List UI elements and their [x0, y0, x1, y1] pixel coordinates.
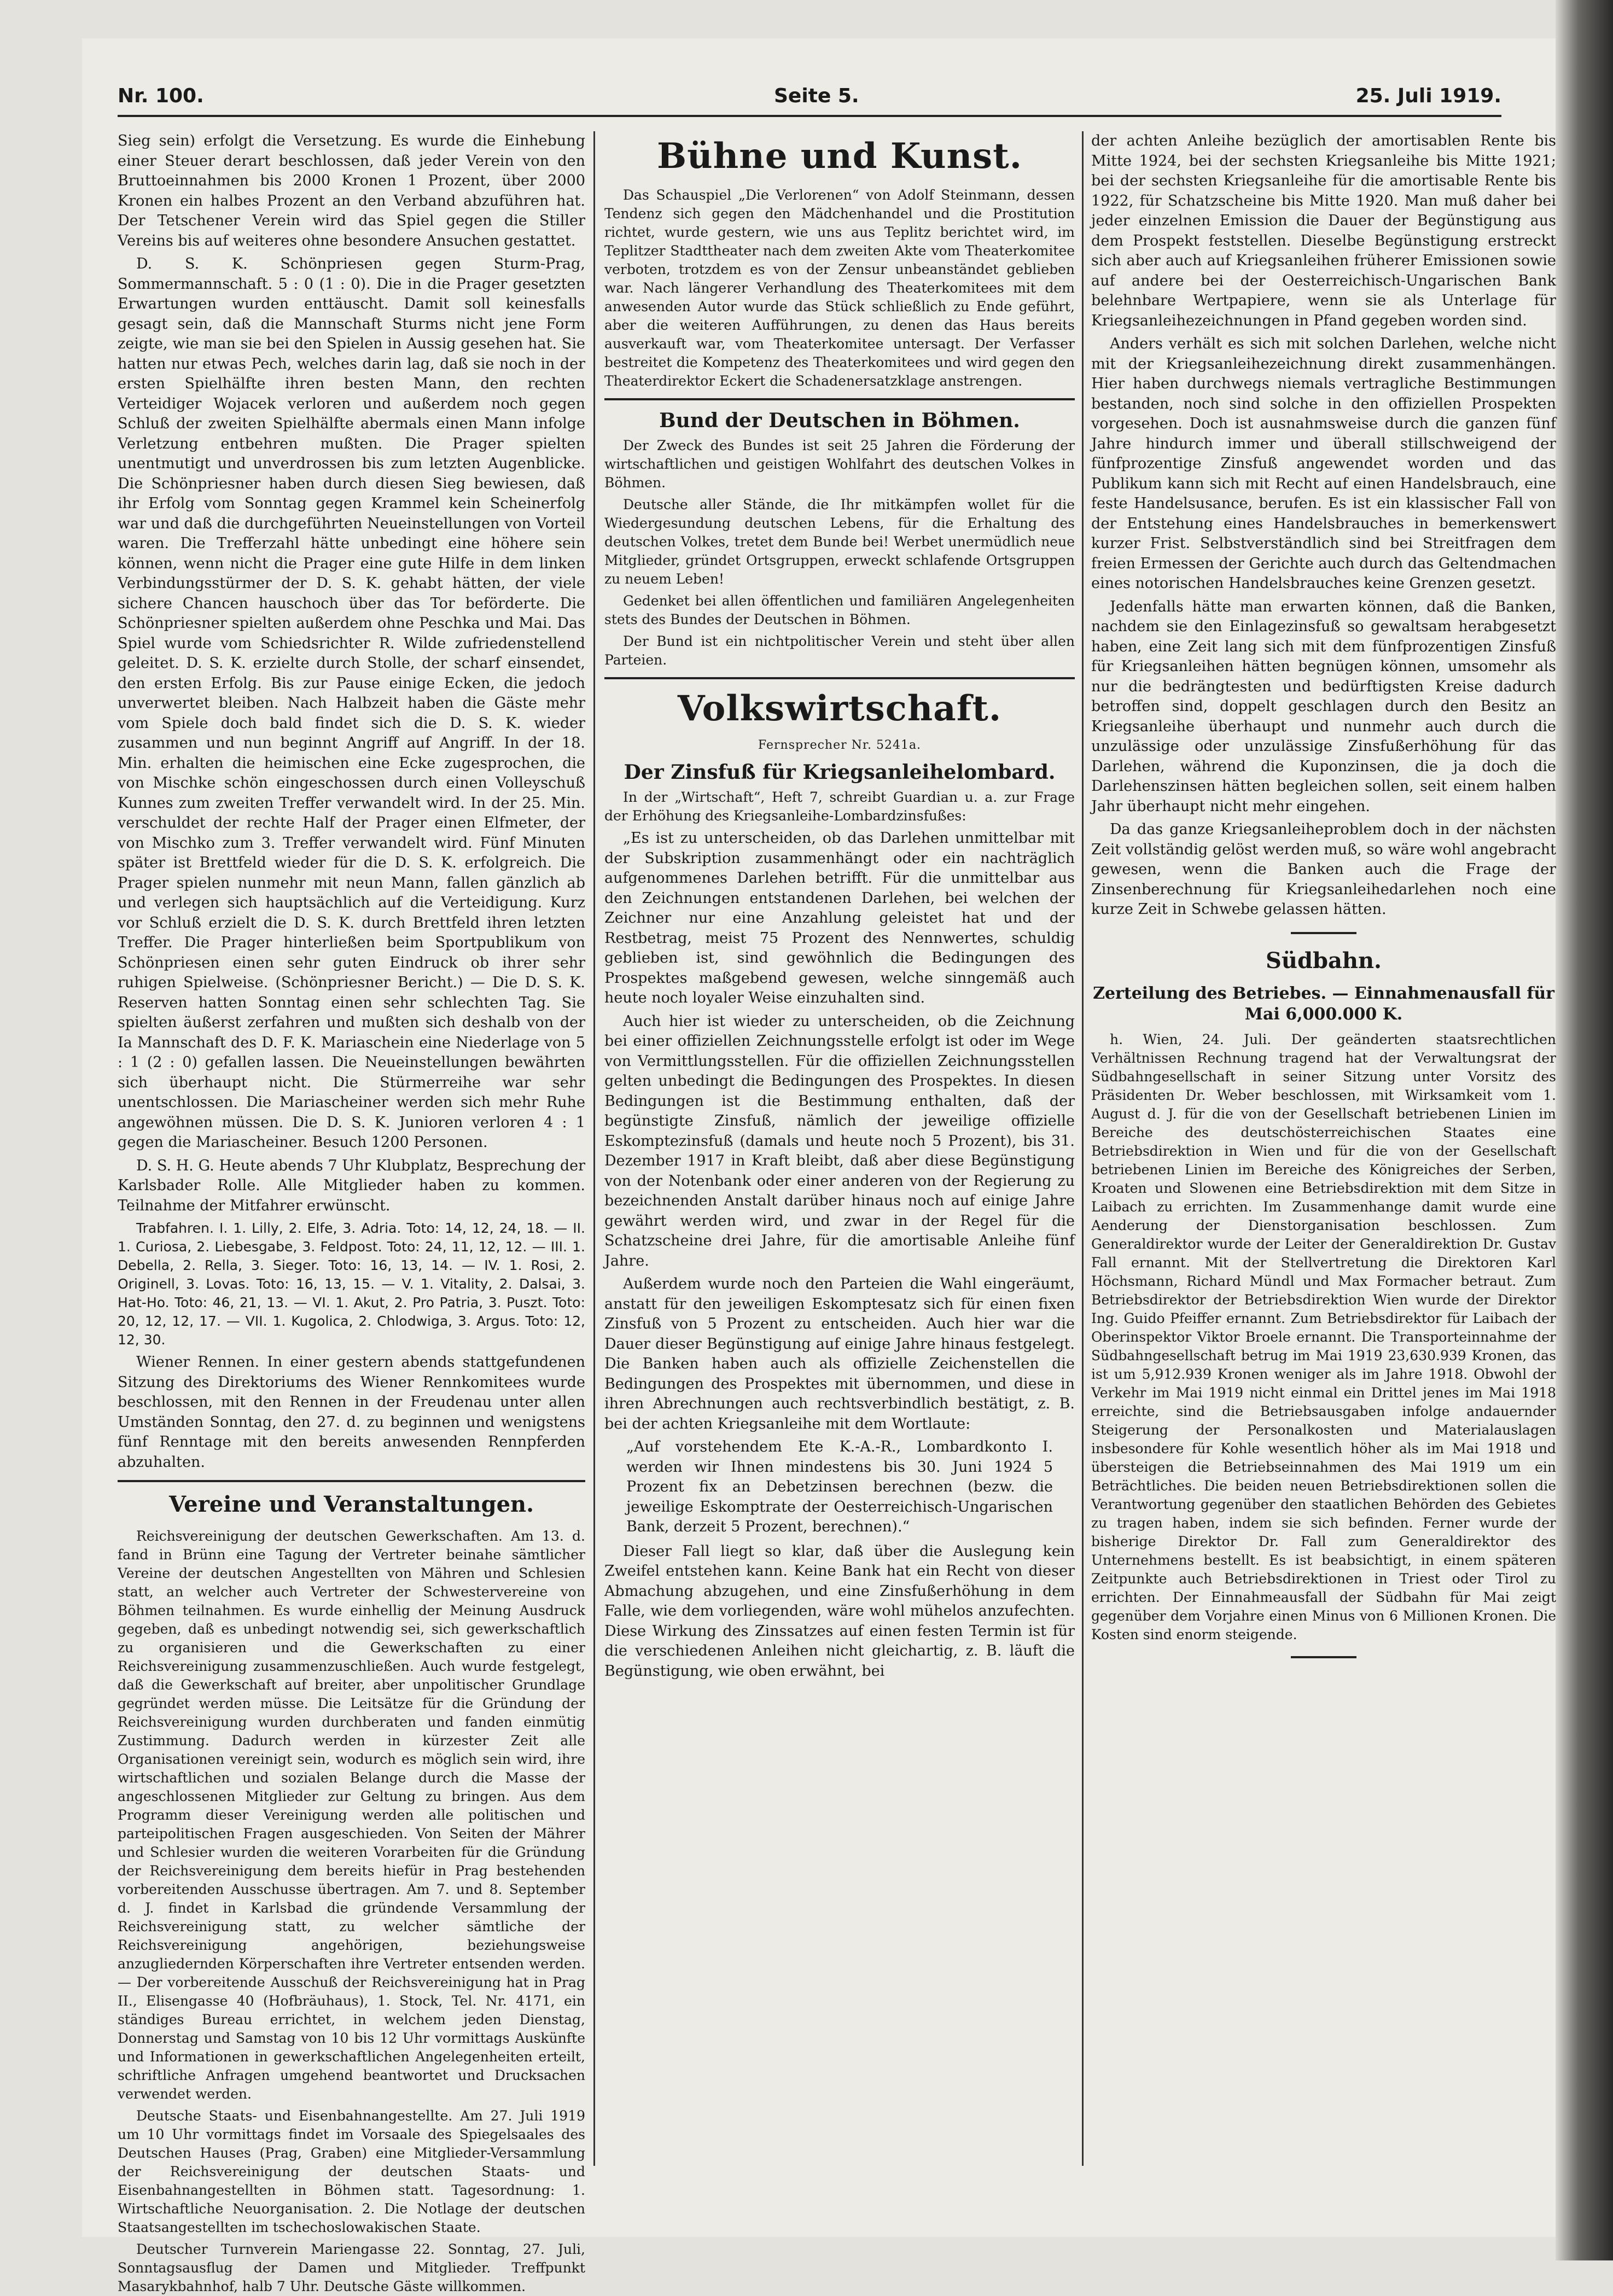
article-text: „Es ist zu unterscheiden, ob das Darlehen unmittelbar mit der Subskription zusammenhängt oder ein nachträglich aufgenommenes Darlehen betrifft. Für die unmittelbar aus den Zeichnungen entstandenen Darlehen, bei welchen der Zeichner nur eine Anzahlung geleistet hat und der Restbetrag, meist 75 Prozent des Nennwertes, schuldig geblieben ist, sind gewöhnlich die Bedingungen des Prospektes maßgebend gewesen, welche sinngemäß auch heute noch loyaler Weise einzuhalten sind.: [604, 830, 1075, 1006]
column-rule: [593, 131, 595, 2166]
article-text: Außerdem wurde noch den Parteien die Wahl eingeräumt, anstatt für den jeweiligen Eskomptesatz sich für einen fixen Zinsfuß von 5 Prozent zu entscheiden. Auch hier war die Dauer dieser Begünstigung auf einige Jahre hinaus festgelegt. Die Banken haben auch als offizielle Zeichenstellen die Bedingungen des Prospektes mit übernommen, und diese in ihren Abrechnungen auch rechtsverbindlich bestätigt, z. B. bei der achten Kriegsanleihe mit dem Wortlaute:: [604, 1275, 1075, 1432]
article-text: Da das ganze Kriegsanleiheproblem doch in der nächsten Zeit vollständig gelöst werden muß, so wäre wohl angebracht gewesen, wenn die Banken auch die Frage der Zinsenberechnung für Kriegsanleihedarlehen noch eine kurze Zeit in Schwebe gelassen hätten.: [1091, 821, 1556, 918]
divider: [604, 398, 1075, 400]
section-heading: Bund der Deutschen in Böhmen.: [659, 409, 1020, 432]
article-text: Anders verhält es sich mit solchen Darlehen, welche nicht mit der Kriegsanleihezeichnung direkt zusammenhängen. Hier haben durchwegs niemals vertragliche Bestimmungen bestanden, noch sind solche in den offiziellen Prospekten vorgesehen. Doch ist ausnahmsweise durch die ganzen fünf Jahre hindurch immer und überall stillschweigend der fünfprozentige Zinsfuß angewendet worden und das Publikum kann sich mit Recht auf einen Handelsbrauch, eine feste Handelsusance, berufen. Es ist ein klassischer Fall von der Entstehung eines Handelsbrauches in bemerkenswert kurzer Frist. Selbstverständlich sind bei Streitfragen dem freien Ermessen der Gerichte auch durch das Geltendmachen eines notorischen Handelsbrauches keine Grenzen gesetzt.: [1091, 335, 1556, 592]
article-text: Das Schauspiel „Die Verlorenen“ von Adolf Steinmann, dessen Tendenz sich gegen den Mädchenhandel und die Prostitution richtet, wurde gestern, wie uns aus Teplitz berichtet wird, im Teplitzer Stadttheater nach dem zweiten Akte vom Theaterkomitee verboten, trotzdem es von der Zensur unbeanständet geblieben war. Nach längerer Verhandlung des Theaterkomitees mit dem anwesenden Autor wurde das Stück schließlich zu Ende geführt, aber die weiteren Aufführungen, zu denen das Haus bereits ausverkauft war, vom Theaterkomitee untersagt. Der Verfasser bestreitet die Kompetenz des Theaterkomitees und wird gegen den Theaterdirektor Eckert die Schadenersatzklage anstrengen.: [604, 187, 1075, 389]
article-intro: In der „Wirtschaft“, Heft 7, schreibt Guardian u. a. zur Frage der Erhöhung des Kriegsanleihe-Lombardzinsfußes:: [604, 789, 1075, 824]
issue-number: Nr. 100.: [118, 85, 204, 107]
page-number: Seite 5.: [774, 85, 859, 107]
article-text: Deutsche Staats- und Eisenbahnangestellte. Am 27. Juli 1919 um 10 Uhr vormittags findet im Vorsaale des Spiegelsaales des Deutschen Hauses (Prag, Graben) eine Mitglieder-Versammlung der Reichsvereinigung der deutschen Staats- und Eisenbahnangestellten in Böhmen statt. Tagesordnung: 1. Wirtschaftliche Neuorganisation. 2. Die Notlage der deutschen Staatsangestellten im tschechoslowakischen Staate.: [118, 2108, 585, 2235]
column-2: [604, 131, 1075, 2166]
column-1: [118, 131, 585, 2294]
article-text: Reichsvereinigung der deutschen Gewerkschaften. Am 13. d. fand in Brünn eine Tagung der Vertreter beinahe sämtlicher Vereine der deutschen Angestellten von Mähren und Schlesien statt, an welcher auch Vertreter der Schwestervereine von Böhmen teilnahmen. Es wurde einhellig der Meinung Ausdruck gegeben, daß es unbedingt notwendig sei, sich gewerkschaftlich zu organisieren und die Gewerkschaften zu einer Reichsvereinigung zusammenzuschließen. Auch wurde festgelegt, daß die Gewerkschaft auf breiter, aber unpolitischer Grundlage gegründet werden müsse. Die Leitsätze für die Gründung der Reichsvereinigung wurden durchberaten und fanden einmütig Zustimmung. Dadurch werden in kürzester Zeit alle Organisationen vereinigt sein, wodurch es möglich sein wird, ihre wirtschaftlichen und sozialen Belange durch die Masse der angeschlossenen Mitglieder zur Geltung zu bringen. Aus dem Programm dieser Vereinigung werden alle politischen und parteipolitischen Fragen ausgeschieden. Von Seiten der Mährer und Schlesier wurden die weiteren Vorarbeiten für die Gründung der Reichsvereinigung dem bereits hiefür in Prag bestehenden vorbereitenden Ausschusse übertragen. Am 7. und 8. September d. J. findet in Karlsbad die gründende Versammlung der Reichsvereinigung statt, zu welcher sämtliche der Reichsvereinigung angehörigen, beziehungsweise anzugliedernden Körperschaften ihre Vertreter entsenden werden. — Der vorbereitende Ausschuß der Reichsvereinigung hat in Prag II., Elisengasse 40 (Hofbräuhaus), 1. Stock, Tel. Nr. 4171, ein ständiges Bureau errichtet, in welchem jeden Dienstag, Donnerstag und Samstag von 10 bis 12 Uhr vormittags Auskünfte und Informationen in gewerkschaftlichen Angelegenheiten erteilt, schriftliche Anfragen umgehend beantwortet und Drucksachen verwendet werden.: [118, 1528, 585, 2102]
article-text: Sieg sein) erfolgt die Versetzung. Es wurde die Einhebung einer Steuer derart beschlossen, daß jeder Verein von den Bruttoeinnahmen bis 2000 Kronen 1 Prozent, über 2000 Kronen ein halbes Prozent an den Verband abzuführen hat. Der Tetschener Verein wird das Spiel gegen die Stiller Vereins bis auf weiteres ohne besondere Ansuchen gestattet.: [118, 132, 585, 249]
phone-number: Fernsprecher Nr. 5241a.: [758, 738, 922, 752]
article-text: Der Bund ist ein nichtpolitischer Verein und steht über allen Parteien.: [604, 633, 1075, 668]
section-heading: Südbahn.: [1266, 947, 1382, 974]
race-results: Trabfahren. I. 1. Lilly, 2. Elfe, 3. Adria. Toto: 14, 12, 24, 18. — II. 1. Curiosa, 2. Liebesgabe, 3. Feldpost. Toto: 24, 11, 12, 12. — III. 1. Debella, 2. Rella, 3. Sieger. Toto: 16, 13, 14. — IV. 1. Rosi, 2. Originell, 3. Lovas. Toto: 16, 13, 15. — V. 1. Vitality, 2. Dalsai, 3. Hat-Ho. Toto: 46, 21, 13. — VI. 1. Akut, 2. Pro Patria, 3. Puszt. Toto: 20, 12, 12, 17. — VII. 1. Kugolica, 2. Chlodwiga, 3. Argus. Toto: 12, 12, 30.: [118, 1220, 585, 1348]
quoted-text: „Auf vorstehendem Ete K.-A.-R., Lombardkonto I. werden wir Ihnen mindestens bis 30. Juni 1924 5 Prozent fix an Debetzinsen berechnen (bezw. die jeweilige Eskomptrate der Oesterreichisch-Ungarischen Bank, derzeit 5 Prozent, berechnen).“: [626, 1438, 1053, 1535]
article-title: Der Zinsfuß für Kriegsanleihelombard.: [624, 761, 1056, 784]
column-3: [1091, 131, 1556, 2166]
divider: [604, 677, 1075, 679]
article-text: Deutscher Turnverein Mariengasse 22. Sonntag, 27. Juli, Sonntagsausflug der Damen und Mitglieder. Treffpunkt Masarykbahnhof, halb 7 Uhr. Deutsche Gäste willkommen.: [118, 2241, 585, 2294]
section-heading: Bühne und Kunst.: [657, 136, 1022, 177]
article-title: Zerteilung des Betriebes. — Einnahmenausfall für Mai 6,000.000 K.: [1093, 983, 1554, 1024]
page-header: [118, 82, 1501, 117]
article-text: D. S. H. G. Heute abends 7 Uhr Klubplatz, Besprechung der Karlsbader Rolle. Alle Mitglieder haben zu kommen. Teilnahme der Mitfahrer erwünscht.: [118, 1157, 585, 1214]
divider: [1291, 932, 1356, 934]
article-text: Dieser Fall liegt so klar, daß über die Auslegung kein Zweifel entstehen kann. Keine Bank hat ein Recht von dieser Abmachung abzugehen, und eine Zinsfußerhöhung in dem Falle, wie dem vorliegenden, wäre wohl mühelos anzufechten. Diese Wirkung des Zinssatzes auf einen festen Termin ist für die verschiedenen Anleihen nicht gleichartig, z. B. läuft die Begünstigung, wie oben erwähnt, bei: [604, 1542, 1075, 1680]
article-text: Auch hier ist wieder zu unterscheiden, ob die Zeichnung bei einer offiziellen Zeichnungsstelle erfolgt ist oder im Wege von Vermittlungsstellen. Für die offiziellen Zeichnungsstellen gelten unbedingt die Bedingungen des Prospektes. In diesen Bedingungen ist die Bestimmung enthalten, daß der begünstigte Zinsfuß, nämlich der jeweilige offizielle Eskomptezinsfuß (damals und heute noch 5 Prozent), bis 31. Dezember 1917 in Kraft bleibt, daß aber diese Begünstigung von der Notenbank oder einer anderen von der Regierung zu bezeichnenden Anstalt darüber hinaus noch auf einige Jahre gewährt werden wird, und zwar in der Regel für die Schatzscheine drei Jahre, für die amortisable Anleihe fünf Jahre.: [604, 1012, 1075, 1269]
article-text: h. Wien, 24. Juli. Der geänderten staatsrechtlichen Verhältnissen Rechnung tragend hat der Verwaltungsrat der Südbahngesellschaft in seiner Sitzung unter Vorsitz des Präsidenten Dr. Weber beschlossen, mit Wirksamkeit vom 1. August d. J. für die von der Gesellschaft betriebenen Linien im Bereiche des deutschösterreichischen Staates eine Betriebsdirektion in Wien und für die von der Gesellschaft betriebenen Linien im Bereiche des Königreiches der Serben, Kroaten und Slowenen eine Betriebsdirektion mit dem Sitze in Laibach zu errichten. Im Zusammenhange damit wurde eine Aenderung der Dienstorganisation beschlossen. Zum Generaldirektor wurde der Leiter der Generaldirektion Dr. Gustav Fall ernannt. Mit der Stellvertretung die Direktoren Karl Höchsmann, Richard Mündl und Max Formacher betraut. Zum Betriebsdirektor der Betriebsdirektion Wien wurde der Direktor Ing. Guido Pfeiffer ernannt. Zum Betriebsdirektor für Laibach der Oberinspektor Viktor Broele ernannt. Die Transporteinnahme der Südbahngesellschaft betrug im Mai 1919 23,630.939 Kronen, das ist um 5,912.939 Kronen weniger als im Jahre 1918. Obwohl der Verkehr im Mai 1919 nicht einmal ein Drittel jenes im Mai 1918 erreichte, sind die Betriebsausgaben infolge andauernder Steigerung der Personalkosten und Materialauslagen insbesondere für Kohle wesentlich höher als im Mai 1918 und übersteigen die Betriebseinnahmen des Mai 1919 um ein Beträchtliches. Die beiden neuen Betriebsdirektionen sollen die Verantwortung gegenüber den staatlichen Behörden des Gebietes zu tragen haben, indem sie sich befinden. Ferner wurde der bisherige Direktor Dr. Fall zum Generaldirektor des Unternehmens bestellt. Es ist beabsichtigt, in einem späteren Zeitpunkte auch Betriebsdirektionen in Triest oder Tirol zu errichten. Der Einnahmeausfall der Südbahn für Mai zeigt gegenüber dem Vorjahre einen Minus von 6 Millionen Kronen. Die Kosten sind enorm steigende.: [1091, 1031, 1556, 1642]
column-rule: [1082, 131, 1084, 2166]
divider: [118, 1480, 585, 1482]
binding-edge: [1556, 0, 1613, 2260]
issue-date: 25. Juli 1919.: [1355, 85, 1501, 107]
article-text: Jedenfalls hätte man erwarten können, daß die Banken, nachdem sie den Einlagezinsfuß so gewaltsam herabgesetzt haben, eine Zeit lang sich mit dem fünfprozentigen Zinsfuß für Kriegsanleihen hätten begnügen können, umsomehr als nur die bedrängtesten und bedürftigsten Kreise dadurch betroffen sind, doppelt geschlagen durch den Besitz an Kriegsanleihe überhaupt und nunmehr auch durch die unzulässige oder unzulässige Zinsfußerhöhung für das Darlehen, während die Kuponzinsen, die ja doch die Darlehenszinsen hätten begleichen sollen, seit einem halben Jahr überhaupt nicht mehr eingehen.: [1091, 598, 1556, 815]
article-text: der achten Anleihe bezüglich der amortisablen Rente bis Mitte 1924, bei der sechsten Kriegsanleihe bis Mitte 1921; bei der sechsten Kriegsanleihe für die amortisable Rente bis 1922, für Schatzscheine bis Mitte 1920. Man muß daher bei jeder einzelnen Emission die Dauer der Begünstigung aus dem Prospekt feststellen. Dieselbe Begünstigung erstreckt sich aber auch auf Kriegsanleihen früherer Emissionen sowie auf andere bei der Oesterreichisch-Ungarischen Bank belehnbare Wertpapiere, wenn sie als Unterlage für Kriegsanleihezeichnungen in Pfand gegeben worden sind.: [1091, 132, 1556, 329]
article-text: Gedenket bei allen öffentlichen und familiären Angelegenheiten stets des Bundes der Deutschen in Böhmen.: [604, 593, 1075, 627]
divider: [1291, 1656, 1356, 1658]
section-heading: Vereine und Veranstaltungen.: [168, 1491, 534, 1517]
article-text: Deutsche aller Stände, die Ihr mitkämpfen wollet für die Wiedergesundung deutschen Lebens, für die Erhaltung des deutschen Volkes, tretet dem Bunde bei! Werbet unermüdlich neue Mitglieder, gründet Ortsgruppen, erweckt schlafende Ortsgruppen zu neuem Leben!: [604, 497, 1075, 587]
article-text: Wiener Rennen. In einer gestern abends stattgefundenen Sitzung des Direktoriums des Wiener Rennkomitees wurde beschlossen, mit den Rennen in der Freudenau unter allen Umständen Sonntag, den 27. d. zu beginnen und wenigstens fünf Renntage mit den bereits anwesenden Rennpferden abzuhalten.: [118, 1354, 585, 1471]
article-text: Der Zweck des Bundes ist seit 25 Jahren die Förderung der wirtschaftlichen und geistigen Wohlfahrt des deutschen Volkes in Böhmen.: [604, 438, 1075, 491]
article-text: D. S. K. Schönpriesen gegen Sturm-Prag, Sommermannschaft. 5 : 0 (1 : 0). Die in die Prager gesetzten Erwartungen wurden enttäuscht. Damit soll keinesfalls gesagt sein, daß die Mannschaft Sturms nicht jene Form zeigte, wie man sie bei den Spielen in Aussig gesehen hat. Sie hatten nur etwas Pech, welches darin lag, daß sie noch in der ersten Spielhälfte ihren besten Mann, den rechten Verteidiger Wojacek verloren und außerdem noch gegen Schluß der zweiten Spielhälfte abermals einen Mann infolge Verletzung entbehren mußten. Die Prager spielten unentmutigt und unverdrossen bis zum letzten Augenblicke. Die Schönpriesner haben durch diesen Sieg bewiesen, daß ihr Erfolg vom Sonntag gegen Krammel kein Scheinerfolg war und daß die durchgeführten Neueinstellungen von Vorteil waren. Die Trefferzahl hätte unbedingt eine höhere sein können, wenn nicht die Prager eine gute Hilfe in dem linken Verbindungsstürmer der D. S. K. gehabt hätten, der viele sichere Chancen hauschoch über das Tor beförderte. Die Schönpriesner spielten außerdem ohne Peschka und Mai. Das Spiel wurde vom Schiedsrichter R. Wilde zufriedenstellend geleitet. D. S. K. erzielte durch Stolle, der scharf einsendet, den ersten Erfolg. Bis zur Pause einige Ecken, die jedoch unverwertet bleiben. Nach Halbzeit haben die Gäste mehr vom Spiele doch bald findet sich die D. S. K. wieder zusammen und nun beginnt Angriff auf Angriff. In der 18. Min. erhalten die heimischen eine Ecke zugesprochen, die von Mischke schön eingeschossen durch einen Volleyschuß Kunnes zum zweiten Treffer verwandelt wird. In der 25. Min. verschuldet der rechte Half der Prager einen Elfmeter, der von Mischko zum 3. Treffer verwandelt wird. Fünf Minuten später ist Brettfeld wieder für die D. S. K. erfolgreich. Die Prager spielen nunmehr mit neun Mann, fallen gänzlich ab und verlegen sich hauptsächlich auf die Verteidigung. Kurz vor Schluß erzielt die D. S. K. durch Brettfeld ihren letzten Treffer. Die Prager hinterließen beim Sportpublikum von Schönpriesen einen sehr guten Eindruck ob ihrer sehr ruhigen Spielweise. (Schönpriesner Bericht.) — Die D. S. K. Reserven hatten Sonntag einen sehr schlechten Tag. Sie spielten äußerst zerfahren und mußten sich deshalb von der Ia Mannschaft des D. F. K. Mariaschein eine Niederlage von 5 : 1 (2 : 0) gefallen lassen. Die Neueinstellungen bewährten sich überhaupt nicht. Die Stürmerreihe war sehr unentschlossen. Die Mariascheiner werden sich mehr Ruhe angewöhnen müssen. Die D. S. K. Junioren verloren 4 : 1 gegen die Mariascheiner. Besuch 1200 Personen.: [118, 255, 585, 1151]
section-heading: Volkswirtschaft.: [677, 688, 1002, 729]
